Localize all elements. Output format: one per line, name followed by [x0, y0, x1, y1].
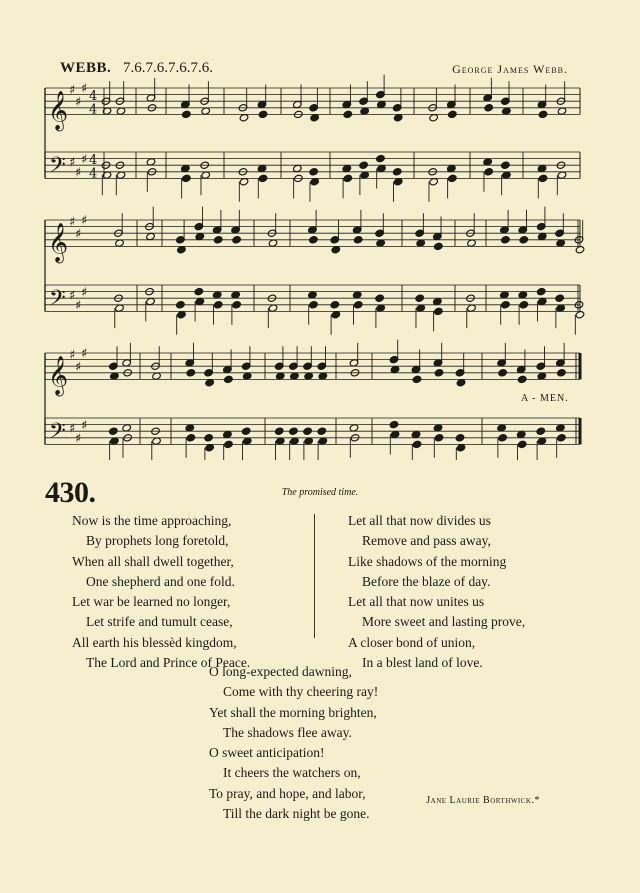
note-head: [517, 440, 527, 448]
key-signature-sharp-icon: ♯: [75, 94, 82, 110]
stanza-line: It cheers the watchers on,: [223, 765, 361, 781]
note-head: [555, 294, 565, 302]
key-signature-sharp-icon: ♯: [75, 431, 82, 447]
note-head: [186, 434, 196, 442]
time-signature-bottom: 4: [89, 102, 98, 118]
note-head: [498, 369, 508, 377]
tune-meter: 7.6.7.6.7.6.7.6.: [123, 60, 213, 76]
stanza-line: Now is the time approaching,: [72, 513, 232, 528]
key-signature-sharp-icon: ♯: [81, 81, 88, 97]
stanza-line: One shepherd and one fold.: [86, 573, 235, 589]
stanza-line: Like shadows of the morning: [348, 553, 507, 569]
note-head: [109, 427, 119, 435]
tune-name: WEBB.: [60, 60, 112, 76]
note-head: [519, 301, 529, 309]
note-head: [415, 294, 425, 302]
note-head: [498, 434, 508, 442]
treble-clef-icon: 𝄞: [48, 90, 69, 131]
stanza-line: More sweet and lasting prove,: [362, 614, 526, 630]
stanza-line: Let war be learned no longer,: [72, 594, 231, 610]
note-head: [182, 110, 192, 118]
stanza-line: In a blest land of love.: [362, 655, 483, 671]
stanza-line: Let all that now unites us: [348, 594, 485, 610]
note-head: [392, 168, 402, 176]
note-head: [501, 236, 511, 244]
note-head: [303, 427, 313, 435]
stanza-line: A closer bond of union,: [348, 634, 476, 650]
key-signature-sharp-icon: ♯: [81, 346, 88, 362]
stanza-line: Come with thy cheering ray!: [223, 684, 379, 700]
time-signature-top: 4: [89, 89, 98, 105]
note-head: [353, 301, 363, 309]
key-signature-sharp-icon: ♯: [81, 285, 88, 301]
note-head: [186, 369, 196, 377]
note-head: [309, 236, 319, 244]
note-head: [517, 375, 527, 383]
key-signature-sharp-icon: ♯: [81, 152, 88, 168]
note-head: [434, 369, 444, 377]
note-head: [213, 236, 223, 244]
stanza-line: O long-expected dawning,: [209, 664, 352, 679]
stanza-line: Before the blaze of day.: [362, 573, 491, 589]
key-signature-sharp-icon: ♯: [69, 215, 76, 230]
note-head: [536, 427, 546, 435]
hymn-number: 430.: [45, 476, 96, 509]
hymn-author: Jane Laurie Borthwick.*: [426, 795, 540, 806]
bass-clef-icon: 𝄢: [49, 418, 66, 449]
note-head: [309, 168, 319, 176]
note-head: [434, 242, 444, 250]
note-head: [389, 420, 399, 428]
note-head: [353, 236, 363, 244]
note-head: [330, 301, 340, 309]
note-head: [258, 110, 268, 118]
note-head: [501, 161, 511, 169]
note-head: [232, 301, 242, 309]
key-signature-sharp-icon: ♯: [75, 359, 82, 375]
note-head: [412, 375, 422, 383]
note-head: [501, 301, 511, 309]
note-head: [343, 110, 353, 118]
note-head: [359, 161, 369, 169]
note-head: [194, 287, 204, 295]
stanza-2: [348, 511, 525, 673]
note-head: [343, 174, 353, 182]
time-signature-bottom: 4: [89, 166, 98, 182]
stanza-line: O sweet anticipation!: [209, 745, 325, 761]
note-head: [317, 427, 327, 435]
note-head: [519, 236, 529, 244]
note-head: [224, 440, 234, 448]
stanza-line: The Lord and Prince of Peace.: [86, 655, 251, 671]
note-head: [182, 174, 192, 182]
stanza-line: To pray, and hope, and labor,: [209, 785, 366, 801]
note-head: [258, 174, 268, 182]
amen-text: A - MEN.: [521, 393, 569, 404]
note-head: [484, 104, 494, 112]
key-signature-sharp-icon: ♯: [69, 288, 76, 304]
note-head: [224, 375, 234, 383]
key-signature-sharp-icon: ♯: [75, 226, 82, 242]
stanza-line: Let all that now divides us: [348, 513, 491, 528]
stanza-1: [72, 511, 250, 673]
stanza-line: Yet shall the morning brighten,: [209, 704, 377, 720]
key-signature-sharp-icon: ♯: [69, 348, 76, 363]
time-signature-top: 4: [89, 153, 98, 169]
note-head: [536, 287, 546, 295]
note-head: [434, 307, 444, 315]
note-head: [557, 434, 567, 442]
key-signature-sharp-icon: ♯: [81, 213, 88, 229]
stanza-line: When all shall dwell together,: [72, 553, 234, 569]
stanza-line: The shadows flee away.: [223, 724, 352, 740]
note-head: [213, 301, 223, 309]
note-head: [448, 110, 458, 118]
treble-clef-icon: 𝄞: [48, 355, 69, 396]
stanza-line: Remove and pass away,: [362, 533, 491, 549]
note-head: [204, 434, 214, 442]
bass-clef-icon: 𝄢: [49, 285, 66, 316]
stanza-3: [209, 662, 378, 824]
note-head: [484, 168, 494, 176]
stanza-line: By prophets long foretold,: [86, 533, 229, 549]
note-head: [289, 427, 299, 435]
key-signature-sharp-icon: ♯: [75, 298, 82, 314]
note-head: [274, 427, 284, 435]
key-signature-sharp-icon: ♯: [81, 418, 88, 434]
bass-clef-icon: 𝄢: [49, 152, 66, 183]
treble-clef-icon: 𝄞: [48, 222, 69, 263]
note-head: [376, 154, 386, 162]
note-head: [455, 434, 465, 442]
note-head: [448, 174, 458, 182]
note-head: [241, 427, 251, 435]
key-signature-sharp-icon: ♯: [75, 165, 82, 181]
hymn-subtitle: The promised time.: [281, 487, 359, 498]
note-head: [557, 369, 567, 377]
stanza-line: Let strife and tumult cease,: [86, 614, 233, 630]
note-head: [375, 294, 385, 302]
key-signature-sharp-icon: ♯: [69, 421, 76, 437]
note-head: [434, 434, 444, 442]
note-head: [538, 174, 548, 182]
note-head: [538, 110, 548, 118]
key-signature-sharp-icon: ♯: [69, 83, 76, 98]
composer: George James Webb.: [452, 62, 568, 76]
column-divider: [314, 514, 315, 638]
stanza-line: Till the dark night be gone.: [223, 806, 370, 822]
note-head: [176, 301, 186, 309]
stanza-line: All earth his blessèd kingdom,: [72, 634, 237, 650]
note-head: [309, 301, 319, 309]
note-head: [232, 236, 242, 244]
key-signature-sharp-icon: ♯: [69, 155, 76, 171]
note-head: [412, 440, 422, 448]
